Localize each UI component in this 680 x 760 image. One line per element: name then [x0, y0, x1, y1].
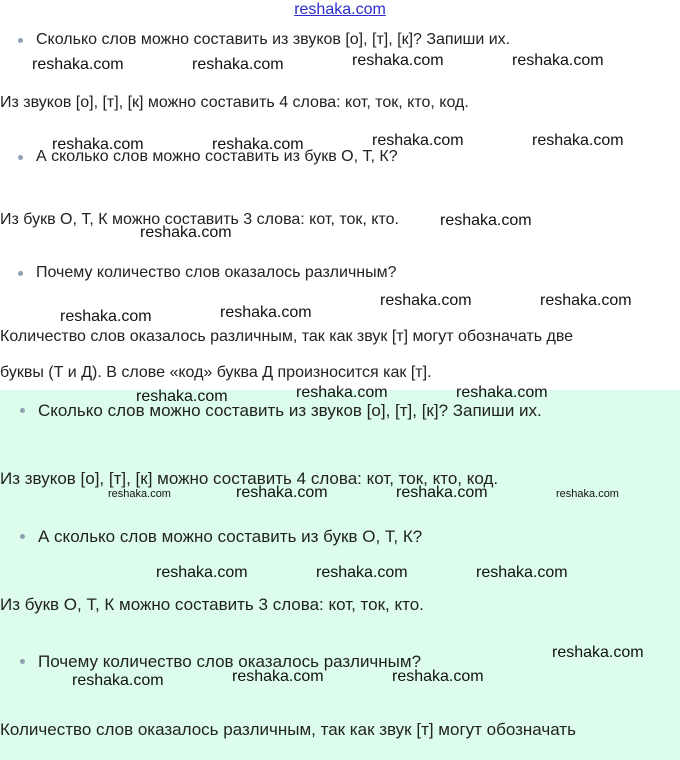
bullet-icon — [18, 155, 23, 160]
site-header-link[interactable]: reshaka.com — [294, 1, 386, 18]
watermark: reshaka.com — [212, 136, 304, 153]
bullet-icon — [18, 271, 23, 276]
watermark: reshaka.com — [60, 308, 152, 325]
answer-3-line-1: Количество слов оказалось различным, так как звук [т] могут обозначать две — [0, 328, 574, 345]
bullet-icon — [20, 408, 25, 413]
question-3-text: Почему количество слов оказалось различным? — [36, 264, 397, 281]
green-answer-3-line-1: Количество слов оказалось различным, так как звук [т] могут обозначать — [0, 720, 576, 739]
answer-1: Из звуков [о], [т], [к] можно составить 4 слова: кот, ток, кто, код. — [0, 94, 469, 111]
question-1 — [36, 31, 510, 49]
watermark: reshaka.com — [540, 292, 632, 309]
watermark: reshaka.com — [316, 564, 408, 581]
green-question-3 — [38, 652, 421, 672]
watermark: reshaka.com — [236, 484, 328, 501]
green-question-2-text: А сколько слов можно составить из букв О, Т, К? — [38, 527, 423, 546]
green-question-1 — [38, 401, 542, 421]
green-question-3-text: Почему количество слов оказалось различным? — [38, 652, 422, 671]
watermark: reshaka.com — [532, 132, 624, 149]
watermark: reshaka.com — [556, 488, 619, 500]
watermark: reshaka.com — [440, 212, 532, 229]
answer-3-line-2: буквы (Т и Д). В слове «код» буква Д произносится как [т]. — [0, 364, 432, 381]
watermark: reshaka.com — [512, 52, 604, 69]
watermark: reshaka.com — [232, 668, 324, 685]
answer-2: Из букв О, Т, К можно составить 3 слова: кот, ток, кто. — [0, 211, 399, 228]
bullet-icon — [18, 38, 23, 43]
watermark: reshaka.com — [372, 132, 464, 149]
watermark: reshaka.com — [552, 644, 644, 661]
watermark: reshaka.com — [156, 564, 248, 581]
watermark: reshaka.com — [140, 224, 232, 241]
watermark: reshaka.com — [52, 136, 144, 153]
watermark: reshaka.com — [72, 672, 164, 689]
watermark: reshaka.com — [108, 488, 171, 500]
watermark: reshaka.com — [352, 52, 444, 69]
watermark: reshaka.com — [380, 292, 472, 309]
watermark: reshaka.com — [220, 304, 312, 321]
green-answer-2: Из букв О, Т, К можно составить 3 слова: кот, ток, кто. — [0, 595, 424, 614]
green-question-2 — [38, 527, 422, 547]
question-1-text: Сколько слов можно составить из звуков [о], [т], [к]? Запиши их. — [36, 31, 511, 48]
watermark: reshaka.com — [192, 56, 284, 73]
question-2-text: А сколько слов можно составить из букв О, Т, К? — [36, 148, 398, 165]
green-question-1-text: Сколько слов можно составить из звуков [о], [т], [к]? Запиши их. — [38, 401, 542, 420]
watermark: reshaka.com — [136, 388, 228, 405]
watermark: reshaka.com — [396, 484, 488, 501]
watermark: reshaka.com — [456, 384, 548, 401]
watermark: reshaka.com — [476, 564, 568, 581]
watermark: reshaka.com — [32, 56, 124, 73]
watermark: reshaka.com — [392, 668, 484, 685]
question-3 — [36, 264, 397, 282]
watermark: reshaka.com — [296, 384, 388, 401]
green-answer-1: Из звуков [о], [т], [к] можно составить 4 слова: кот, ток, кто, код. — [0, 469, 499, 488]
bullet-icon — [20, 534, 25, 539]
bullet-icon — [20, 659, 25, 664]
